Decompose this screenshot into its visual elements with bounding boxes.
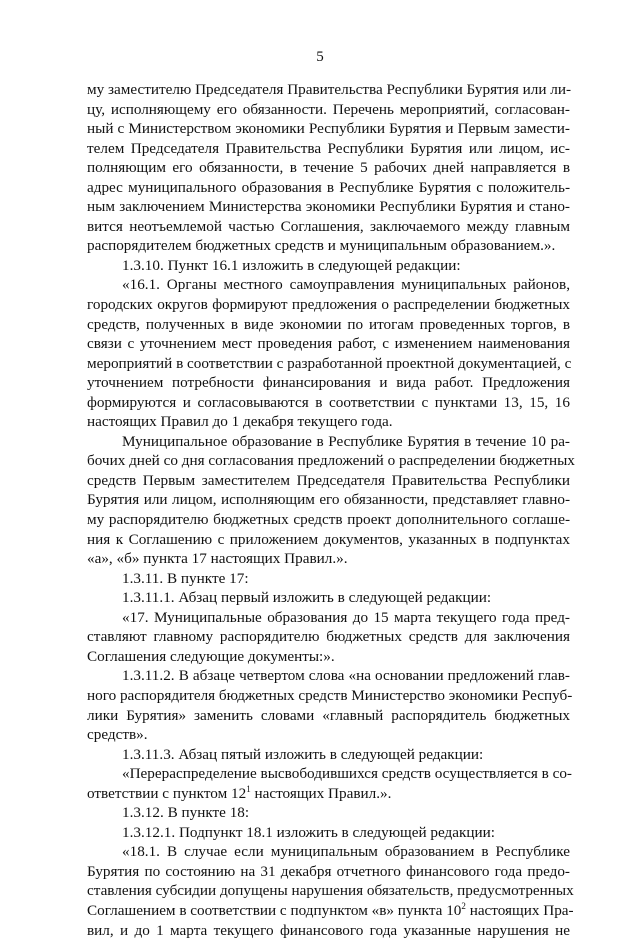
text-line-content: Соглашением в соответствии с подпунктом «в» пункта 10 — [87, 901, 462, 919]
text-line-content: 1.3.11. В пункте 17: — [122, 569, 249, 587]
text-line — [87, 100, 570, 120]
text-line-content: Муниципальное образование в Республике Бурятия в течение 10 ра- — [122, 432, 570, 450]
superscript: 1 — [246, 783, 251, 794]
text-line — [87, 354, 570, 374]
text-line-content: распорядителем бюджетных средств и муниципальным образованием.». — [87, 237, 556, 255]
text-line-content: формируются и согласовываются в соответствии с пунктами 13, 15, 16 — [87, 393, 570, 411]
text-line-content: настоящих Правил до 1 декабря текущего года. — [87, 413, 393, 431]
text-line-content: вил, и до 1 марта текущего финансового года указанные нарушения не — [87, 921, 570, 939]
text-line — [87, 80, 570, 100]
text-line — [87, 334, 570, 354]
text-line-content: Бурятия или лицом, исполняющим его обязанности, представляет главно- — [87, 491, 570, 509]
text-line — [87, 275, 570, 295]
text-line-content: «Перераспределение высвободившихся средств осуществляется в со- — [122, 765, 572, 783]
text-line-content: средств, полученных в виде экономии по итогам проведенных торгов, в — [87, 315, 570, 333]
text-line — [87, 393, 570, 413]
text-line — [87, 197, 570, 217]
text-line — [87, 823, 570, 843]
text-line-content: связи с уточнением мест проведения работ, с изменением наименования — [87, 335, 570, 353]
text-line — [87, 119, 570, 139]
text-line — [87, 784, 570, 804]
text-line-content: ответствии с пунктом 12 — [87, 784, 247, 802]
text-line — [87, 451, 575, 471]
text-line-content: полняющим его обязанности, в течение 5 рабочих дней направляется в — [87, 159, 570, 177]
text-line-content: «18.1. В случае если муниципальным образованием в Республике — [122, 843, 570, 861]
text-line-content: Соглашения следующие документы:». — [87, 647, 335, 665]
text-line-content: ния к Соглашению с приложением документов, указанных в подпунктах — [87, 530, 570, 548]
text-line-content: лики Бурятия» заменить словами «главный распорядитель бюджетных — [87, 706, 570, 724]
text-line — [87, 139, 570, 159]
text-line — [87, 432, 570, 452]
text-line — [87, 510, 570, 530]
text-line-content: ставляют главному распорядителю бюджетных средств для заключения — [87, 628, 570, 646]
text-line — [87, 530, 570, 550]
text-line — [87, 608, 570, 628]
text-line-content: бочих дней со дня согласования предложений о распределении бюджетных — [87, 452, 575, 470]
text-line — [87, 647, 570, 667]
text-line-content: 1.3.11.2. В абзаце четвертом слова «на основании предложений глав- — [122, 667, 570, 685]
text-line-content: телем Председателя Правительства Республики Бурятия или лицом, ис- — [87, 139, 570, 157]
text-line — [87, 881, 574, 901]
text-line-content: ного распорядителя бюджетных средств Министерство экономики Респуб- — [87, 686, 573, 704]
text-line-content: ным заключением Министерства экономики Республики Бурятия и стано- — [87, 198, 570, 216]
text-line-content: вится неотъемлемой частью Соглашения, заключаемого между главным — [87, 217, 570, 235]
text-line — [87, 217, 570, 237]
text-line-content: средств». — [87, 726, 148, 744]
document-body — [87, 80, 575, 940]
text-line-content: 1.3.12.1. Подпункт 18.1 изложить в следующей редакции: — [122, 823, 495, 841]
text-line-content: городских округов формируют предложения о распределении бюджетных — [87, 296, 570, 314]
text-line — [87, 900, 574, 921]
text-line — [87, 686, 573, 706]
text-line-content: ный с Министерством экономики Республики Бурятия и Первым замести- — [87, 120, 570, 138]
text-line — [87, 256, 570, 276]
text-line-content: «а», «б» пункта 17 настоящих Правил.». — [87, 550, 348, 568]
text-line-content: адрес муниципального образования в Республике Бурятия с положитель- — [87, 178, 570, 196]
text-line — [87, 158, 570, 178]
text-line-content: «16.1. Органы местного самоуправления муниципальных районов, — [122, 276, 570, 294]
text-line-content: средств Первым заместителем Председателя Правительства Республики — [87, 471, 570, 489]
text-line-content: «17. Муниципальные образования до 15 марта текущего года пред- — [122, 608, 570, 626]
text-line — [87, 803, 570, 823]
superscript: 2 — [461, 900, 466, 911]
text-line — [87, 373, 570, 393]
text-line — [87, 862, 570, 882]
text-line — [87, 471, 570, 491]
text-line — [87, 745, 570, 765]
text-line — [87, 706, 570, 726]
text-line — [87, 549, 570, 569]
text-line — [87, 764, 570, 784]
text-line-content: мероприятий в соответствии с разработанной проектной документацией, с — [87, 354, 572, 372]
text-line-content: му заместителю Председателя Правительства Республики Бурятия или ли- — [87, 81, 572, 98]
text-line-continuation: настоящих Правил.». — [250, 784, 392, 802]
text-line — [87, 178, 570, 198]
text-line-content: 1.3.10. Пункт 16.1 изложить в следующей редакции: — [122, 256, 461, 274]
text-line — [87, 921, 570, 940]
text-line — [87, 666, 570, 686]
text-line — [87, 315, 570, 335]
text-line-content: цу, исполняющему его обязанности. Перечень мероприятий, согласован- — [87, 100, 570, 118]
text-line-content: му распорядителю бюджетных средств проект дополнительного соглаше- — [87, 511, 570, 529]
text-line — [87, 295, 570, 315]
text-line — [87, 569, 570, 589]
text-line-content: ставления субсидии допущены нарушения обязательств, предусмотренных — [87, 882, 574, 900]
text-line — [87, 725, 570, 745]
page-number: 5 — [316, 49, 324, 65]
text-line — [87, 627, 570, 647]
text-line-content: 1.3.11.3. Абзац пятый изложить в следующей редакции: — [122, 745, 484, 763]
text-line — [87, 412, 570, 432]
text-line-content: 1.3.11.1. Абзац первый изложить в следующей редакции: — [122, 589, 492, 607]
text-line-content: уточнением потребности финансирования и вида работ. Предложения — [87, 374, 570, 392]
text-line — [87, 588, 570, 608]
text-line-content: Бурятия по состоянию на 31 декабря отчетного финансового года предо- — [87, 862, 570, 880]
text-line — [87, 236, 570, 256]
text-line — [87, 842, 570, 862]
text-line-content: 1.3.12. В пункте 18: — [122, 804, 250, 822]
text-line-continuation: настоящих Пра- — [465, 901, 574, 919]
text-line — [87, 490, 570, 510]
